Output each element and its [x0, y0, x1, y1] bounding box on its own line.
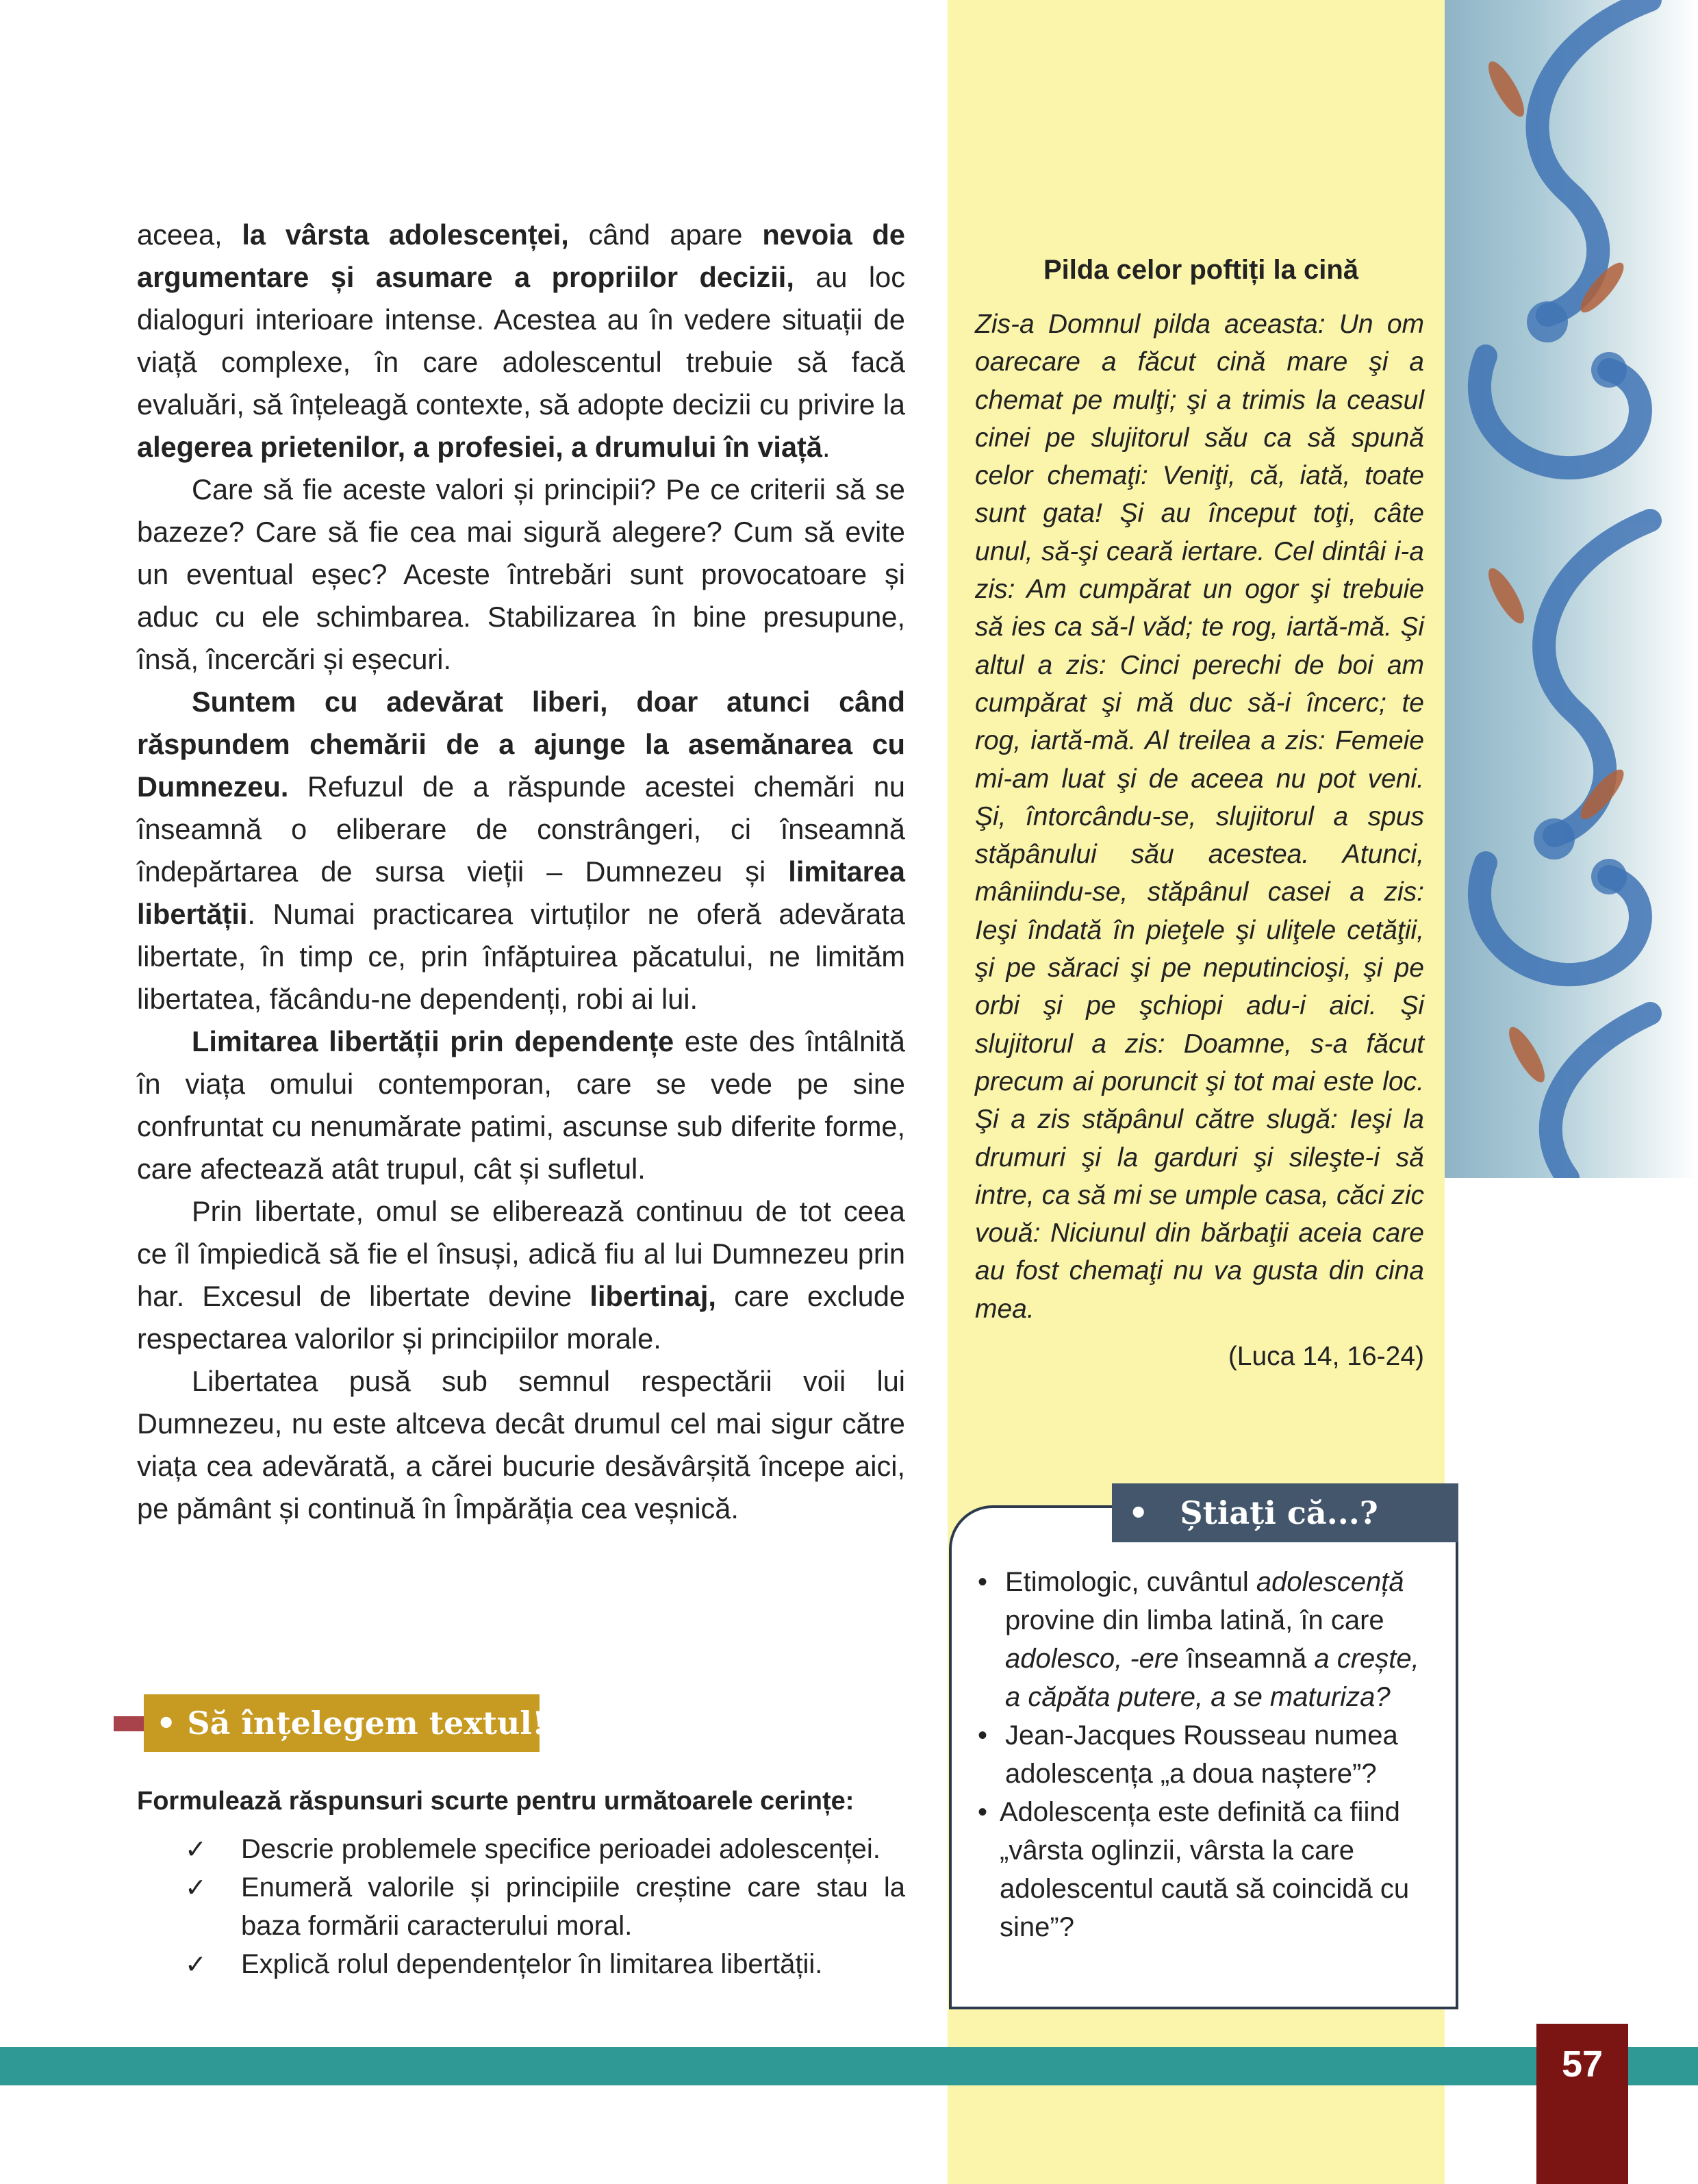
did-you-know-list	[978, 1563, 1430, 1946]
task-list	[185, 1830, 905, 1983]
paragraph-4: Limitarea libertății prin dependențe este des întâlnită în viața omului contemporan, care se vede pe sine confruntat cu nenumărate patimi, ascunse sub diferite forme, care afectează atât trupul, cât și sufletul.	[137, 1025, 905, 1185]
paragraph-2: Care să fie aceste valori și principii? Pe ce criterii să se bazeze? Care să fie cea mai sigură alegere? Cum să evite un eventual eșec? Aceste întrebări sunt provocatoare și aduc cu ele schimbarea. Stabilizarea în bine presupune, însă, încercări și eșecuri.	[137, 473, 905, 675]
check-icon: ✓	[185, 1834, 207, 1864]
task-item: ✓ Enumeră valorile și principiile creștine care stau la baza formării caracterului moral.	[185, 1868, 905, 1945]
did-you-know-header: • Știați că...?	[1112, 1483, 1458, 1542]
ornament-border-image	[1445, 0, 1698, 1178]
bullet-icon: •	[978, 1720, 988, 1750]
parable-text: Zis-a Domnul pilda aceasta: Un om oarecare a făcut cină mare şi a chemat pe mulţi; şi a trimis la ceasul cinei pe slujitorul său ca să spună celor chemaţi: Veniţi, că, iată, toate sunt gata! Şi au început toţi, câte unul, să-şi ceară iertare. Cel dintâi i-a zis: Am cumpărat un ogor şi trebuie să ies ca să-l văd; te rog, iartă-mă. Şi altul a zis: Cinci perechi de boi am cumpărat şi mă duc să-i încerc; te rog, iartă-mă. Al treilea a zis: Femeie mi-am luat şi de aceea nu pot veni. Şi, întorcându-se, slujitorul a spus stăpânului său acestea. Atunci, mâniindu-se, stăpânul casei a zis: Ieşi îndată în pieţele şi uliţele cetăţii, şi pe săraci şi pe neputincioşi, şi pe orbi şi pe şchiopi adu-i aici. Şi slujitorul a zis: Doamne, s-a făcut precum ai poruncit şi tot mai este loc. Şi a zis stăpânul către slugă: Ieşi la drumuri şi la garduri şi sileşte-i să intre, ca să mi se umple casa, căci zic vouă: Niciunul din bărbaţii aceia care au fost chemaţi nu va gusta din cina mea.	[975, 310, 1424, 1324]
section-title: • Să înțelegem textul!	[144, 1694, 540, 1752]
bullet-icon: •	[978, 1797, 988, 1827]
fact-item: • Jean-Jacques Rousseau numea adolescența „a doua naștere”?	[978, 1716, 1430, 1793]
paragraph-5: Prin libertate, omul se eliberează continuu de tot ceea ce îl împiedică să fie el însuși, adică fiu al lui Dumnezeu prin har. Excesul de libertate devine libertinaj, care exclude respectarea valorilor și principiilor morale.	[137, 1195, 905, 1355]
main-text	[137, 214, 905, 1530]
paragraph-3: Suntem cu adevărat liberi, doar atunci când răspundem chemării de a ajunge la asemănarea cu Dumnezeu. Refuzul de a răspunde acestei chemări nu înseamnă o eliberare de constrângeri, ci înseamnă îndepărtarea de sursa vieții – Dumnezeu și limitarea libertății. Numai practicarea virtuților ne oferă adevărata libertate, în timp ce, prin înfăptuirea păcatului, ne limităm libertatea, făcându-ne dependenți, robi ai lui.	[137, 686, 905, 1015]
tasks-intro: Formulează răspunsuri scurte pentru următoarele cerințe:	[137, 1787, 854, 1816]
fact-item: • Etimologic, cuvântul adolescență provine din limba latină, în care adolesco, -ere înseamnă a crește, a căpăta putere, a se maturiza?	[978, 1563, 1430, 1716]
parable-title: Pilda celor poftiți la cină	[1043, 255, 1359, 285]
task-item: ✓ Descrie problemele specifice perioadei adolescenței.	[185, 1830, 905, 1868]
paragraph-6: Libertatea pusă sub semnul respectării voii lui Dumnezeu, nu este altceva decât drumul cel mai sigur către viața cea adevărată, a cărei bucurie desăvârșită începe aici, pe pământ și continuă în Împărăția cea veșnică.	[137, 1365, 905, 1524]
task-item: ✓ Explică rolul dependențelor în limitarea libertății.	[185, 1945, 905, 1983]
parable-reference: (Luca 14, 16-24)	[1228, 1342, 1424, 1371]
page-number: 57	[1536, 2024, 1628, 2184]
bullet-icon: •	[978, 1567, 988, 1597]
fact-item: • Adolescența este definită ca fiind „vârsta oglinzii, vârsta la care adolescentul caută să coincidă cu sine”?	[978, 1793, 1430, 1946]
check-icon: ✓	[185, 1949, 207, 1979]
bullet-icon: •	[1128, 1494, 1149, 1531]
footer-bar	[0, 2047, 1698, 2085]
check-icon: ✓	[185, 1872, 207, 1903]
paragraph-1: aceea, la vârsta adolescenței, când apare nevoia de argumentare și asumare a propriilor decizii, au loc dialoguri interioare intense. Acestea au în vedere situații de viață complexe, în care adolescentul trebuie să facă evaluări, să înțeleagă contexte, să adopte decizii cu privire la alegerea prietenilor, a profesiei, a drumului în viață.	[137, 218, 905, 463]
